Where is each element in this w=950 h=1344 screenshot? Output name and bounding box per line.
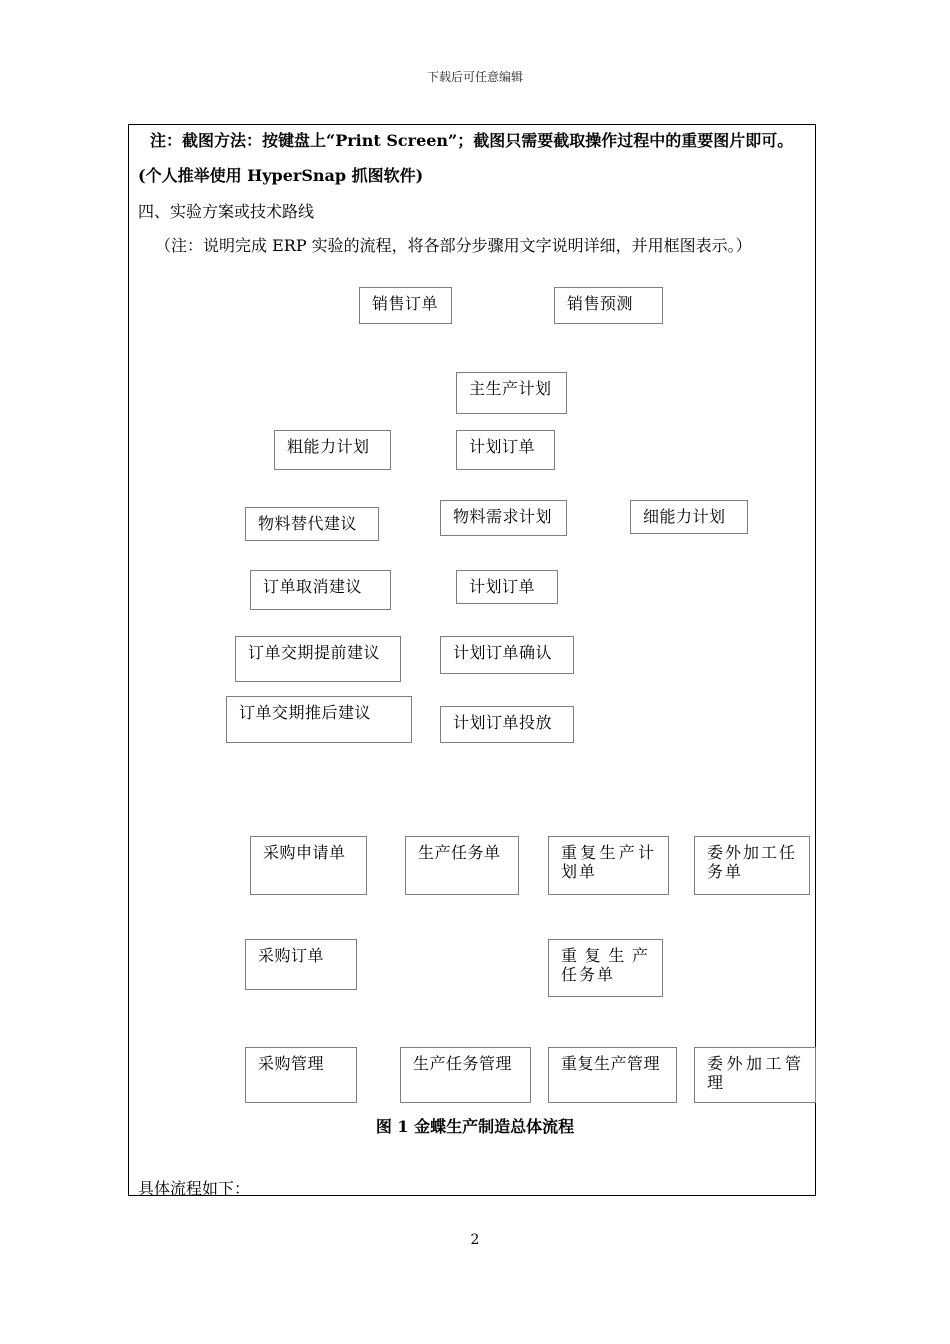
box-planned-order: 计划订单 xyxy=(456,430,555,470)
section-note: （注：说明完成 ERP 实验的流程，将各部分步骤用文字说明详细，并用框图表示。） xyxy=(155,236,752,255)
box-repetitive-production-plan: 重复生产计划单 xyxy=(548,836,669,895)
page-header-note: 下载后可任意编辑 xyxy=(426,70,523,84)
section-title: 四、实验方案或技术路线 xyxy=(138,202,315,221)
box-capacity-requirements-plan: 细能力计划 xyxy=(630,500,748,534)
box-order-delay-suggestion: 订单交期推后建议 xyxy=(226,696,412,743)
box-production-task: 生产任务单 xyxy=(405,836,519,895)
screenshot-note: 注：截图方法：按键盘上“Print Screen”；截图只需要截取操作过程中的重要图片即可。 xyxy=(150,131,794,150)
box-outsourcing-task: 委外加工任务单 xyxy=(694,836,810,895)
box-order-cancel-suggestion: 订单取消建议 xyxy=(250,570,391,610)
box-outsourcing-management: 委外加工管理 xyxy=(694,1047,816,1103)
box-material-requirements-plan: 物料需求计划 xyxy=(440,500,567,536)
box-repetitive-production-task: 重复生产任务单 xyxy=(548,939,663,997)
box-sales-order: 销售订单 xyxy=(359,287,452,324)
box-order-advance-suggestion: 订单交期提前建议 xyxy=(235,636,401,682)
box-planned-order-confirm: 计划订单确认 xyxy=(440,636,574,674)
box-purchase-management: 采购管理 xyxy=(245,1047,357,1103)
software-recommendation: (个人推举使用 HyperSnap 抓图软件) xyxy=(138,166,424,185)
box-planned-order-release: 计划订单投放 xyxy=(440,706,574,743)
page-number: 2 xyxy=(470,1232,480,1248)
box-sales-forecast: 销售预测 xyxy=(554,287,663,324)
box-rough-capacity-plan: 粗能力计划 xyxy=(274,430,391,470)
box-master-production-schedule: 主生产计划 xyxy=(456,372,567,414)
box-material-substitute-suggestion: 物料替代建议 xyxy=(245,507,379,541)
figure-caption: 图 1 金蝶生产制造总体流程 xyxy=(375,1117,575,1136)
box-purchase-request: 采购申请单 xyxy=(250,836,367,895)
box-production-task-management: 生产任务管理 xyxy=(400,1047,531,1103)
footer-text: 具体流程如下： xyxy=(138,1179,251,1198)
box-purchase-order: 采购订单 xyxy=(245,939,357,990)
box-planned-order-2: 计划订单 xyxy=(456,570,558,604)
box-repetitive-production-management: 重复生产管理 xyxy=(548,1047,677,1103)
